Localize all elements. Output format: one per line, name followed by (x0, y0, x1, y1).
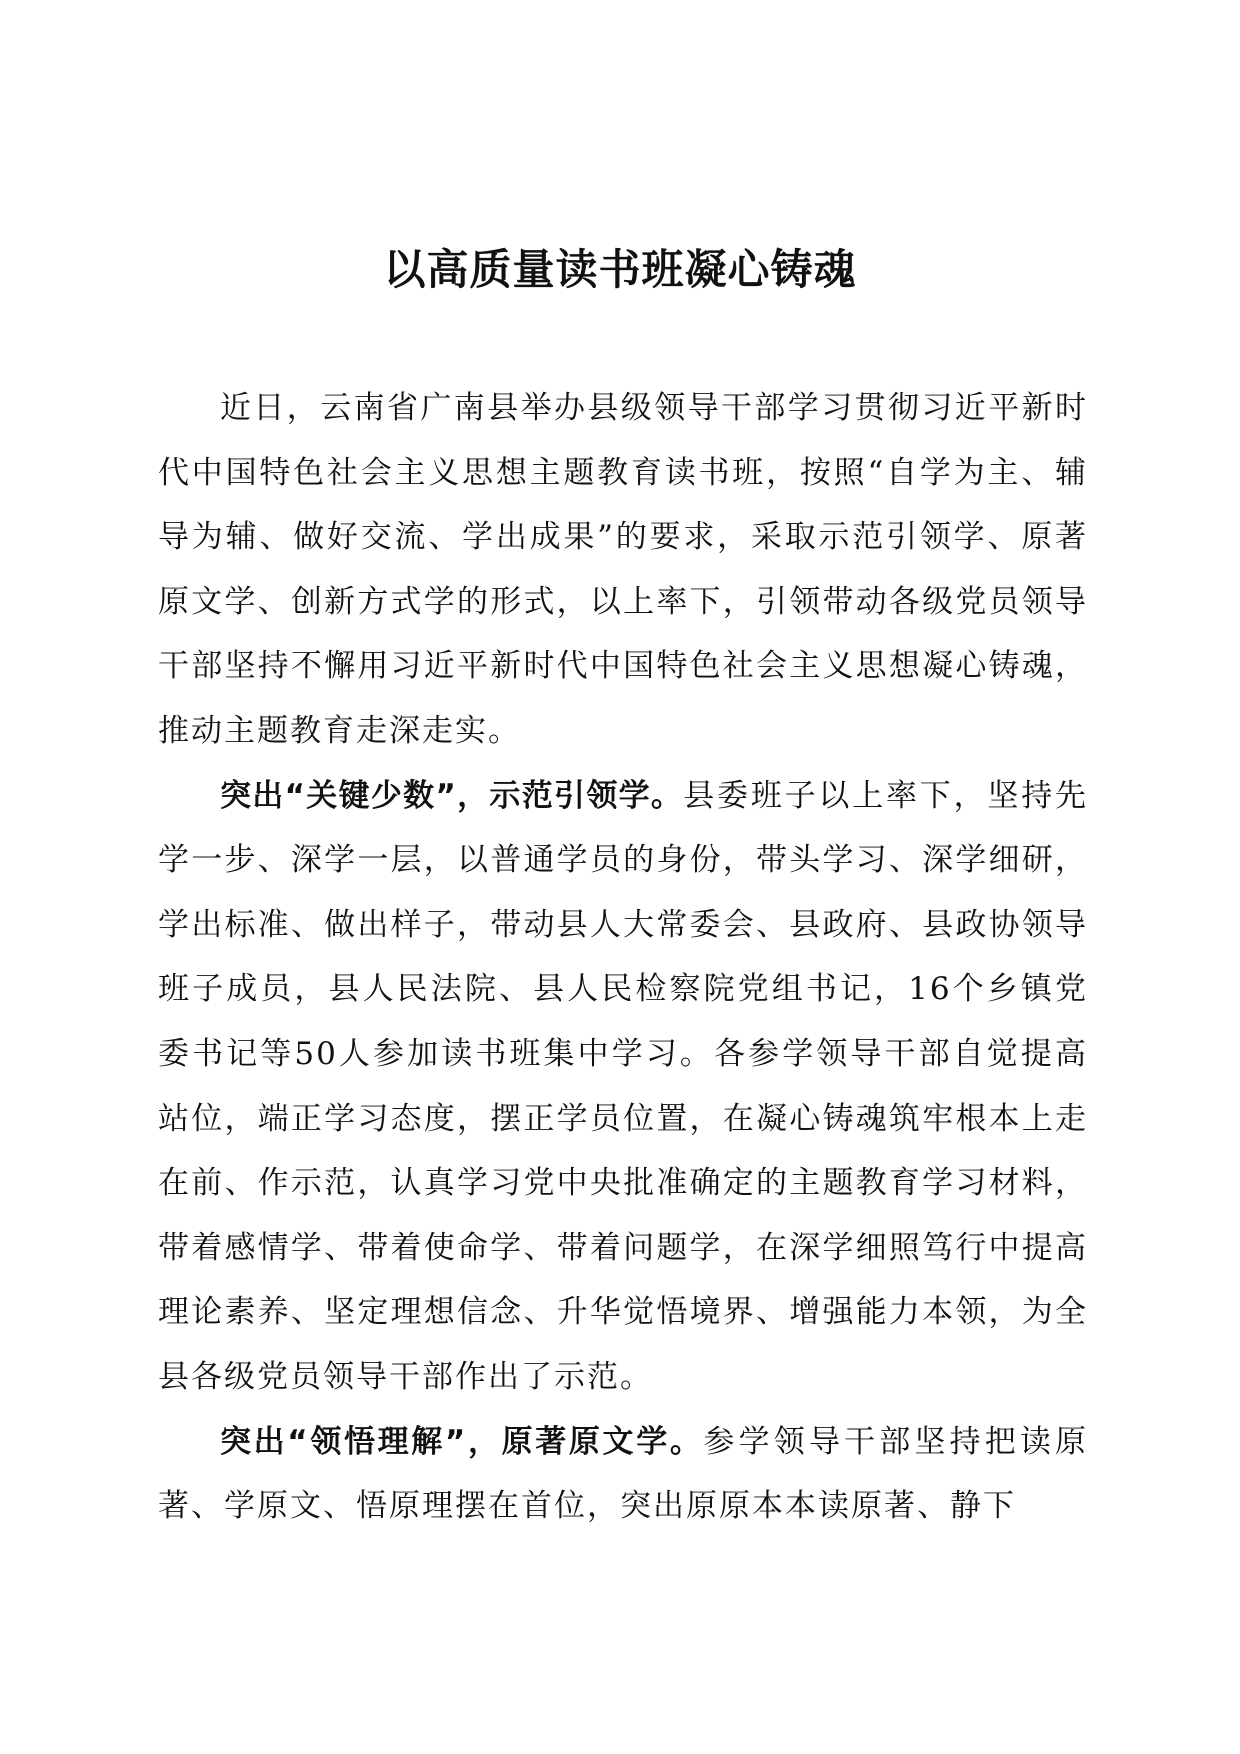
document-title: 以高质量读书班凝心铸魂 (383, 245, 857, 294)
document-body (158, 376, 1088, 1539)
paragraph-original-works (158, 1410, 1088, 1539)
paragraph-lead-heading: 突出“领悟理解”，原著原文学。 (220, 1423, 704, 1460)
paragraph-text: 县委班子以上率下，坚持先学一步、深学一层，以普通学员的身份，带头学习、深学细研，学出标准、做出样子，带动县人大常委会、县政府、县政协领导班子成员，县人民法院、县人民检察院党组书记，16个乡镇党委书记等50人参加读书班集中学习。各参学领导干部自觉提高站位，端正学习态度，摆正学员位置，在凝心铸魂筑牢根本上走在前、作示范，认真学习党中央批准确定的主题教育学习材料，带着感情学、带着使命学、带着问题学，在深学细照笃行中提高理论素养、坚定理想信念、升华觉悟境界、增强能力本领，为全县各级党员领导干部作出了示范。 (158, 777, 1088, 1395)
paragraph-key-minority (158, 764, 1088, 1410)
paragraph-text: 近日，云南省广南县举办县级领导干部学习贯彻习近平新时代中国特色社会主义思想主题教育读书班，按照“自学为主、辅导为辅、做好交流、学出成果”的要求，采取示范引领学、原著原文学、创新方式学的形式，以上率下，引领带动各级党员领导干部坚持不懈用习近平新时代中国特色社会主义思想凝心铸魂，推动主题教育走深走实。 (158, 390, 1088, 749)
paragraph-lead-heading: 突出“关键少数”，示范引领学。 (220, 777, 684, 814)
paragraph-intro (158, 376, 1088, 764)
paragraph-text: 参学领导干部坚持把读原著、学原文、悟原理摆在首位，突出原原本本读原著、静下 (158, 1423, 1088, 1525)
